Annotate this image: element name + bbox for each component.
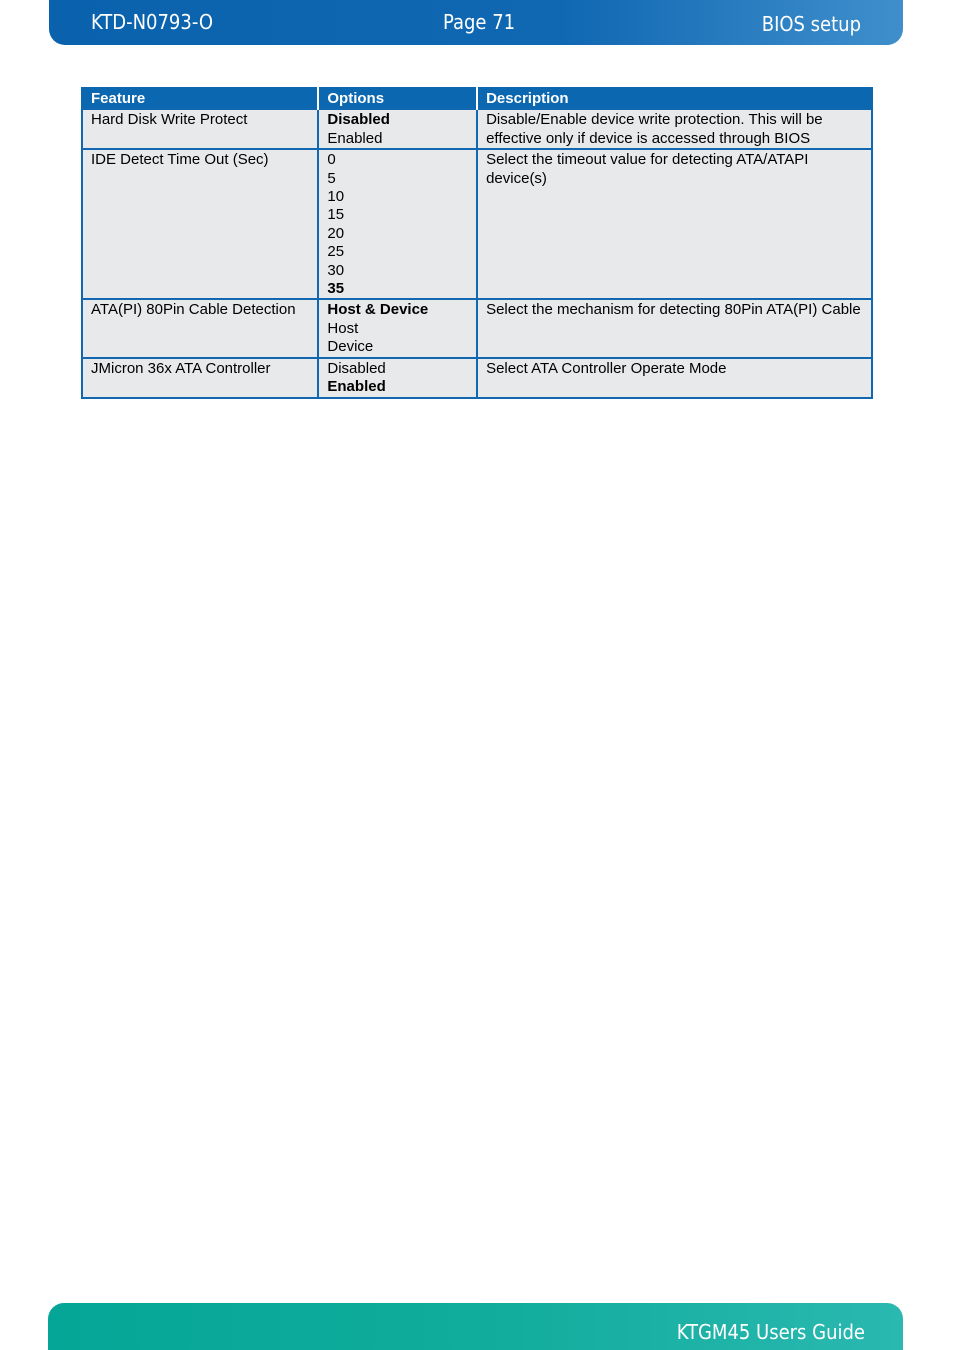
column-header-feature: Feature: [82, 88, 318, 109]
description-cell: Select ATA Controller Operate Mode: [477, 358, 872, 398]
options-cell: [318, 299, 477, 357]
page-footer: [48, 1303, 903, 1350]
option-default: Host & Device: [327, 301, 429, 319]
page-header: [49, 0, 903, 45]
option-default: 35: [327, 280, 345, 298]
options-cell: [318, 358, 477, 398]
column-header-description: Description: [477, 88, 872, 109]
option-value: 25: [327, 243, 345, 261]
table-body: [82, 109, 872, 397]
table-row: [82, 149, 872, 299]
option-default: Enabled: [327, 378, 386, 396]
option-value: 15: [327, 206, 345, 224]
option-value: 0: [327, 151, 336, 169]
document-id: KTD-N0793-O: [91, 10, 214, 34]
feature-cell: Hard Disk Write Protect: [82, 109, 318, 149]
section-title: BIOS setup: [761, 12, 861, 36]
option-value: 30: [327, 261, 345, 279]
table-row: [82, 358, 872, 398]
description-cell: Select the mechanism for detecting 80Pin ATA(PI) Cable: [477, 299, 872, 357]
option-value: 5: [327, 169, 336, 187]
description-cell: Select the timeout value for detecting ATA/ATAPI device(s): [477, 149, 872, 299]
column-header-options: Options: [318, 88, 477, 109]
option-value: 20: [327, 224, 345, 242]
table-header-row: [82, 88, 872, 109]
options-cell: [318, 149, 477, 299]
feature-cell: JMicron 36x ATA Controller: [82, 358, 318, 398]
options-cell: [318, 109, 477, 149]
bios-feature-table: [81, 87, 873, 399]
option-value: Host: [327, 319, 359, 337]
table-row: [82, 109, 872, 149]
description-cell: Disable/Enable device write protection. This will be effective only if device is accessed through BIOS: [477, 109, 872, 149]
option-value: Enabled: [327, 129, 383, 147]
feature-cell: ATA(PI) 80Pin Cable Detection: [82, 299, 318, 357]
page-number: Page 71: [443, 10, 516, 34]
feature-cell: IDE Detect Time Out (Sec): [82, 149, 318, 299]
option-default: Disabled: [327, 111, 390, 129]
table-row: [82, 299, 872, 357]
option-value: Device: [327, 338, 374, 356]
guide-title: KTGM45 Users Guide: [676, 1320, 865, 1344]
option-value: 10: [327, 188, 345, 206]
option-value: Disabled: [327, 359, 386, 377]
